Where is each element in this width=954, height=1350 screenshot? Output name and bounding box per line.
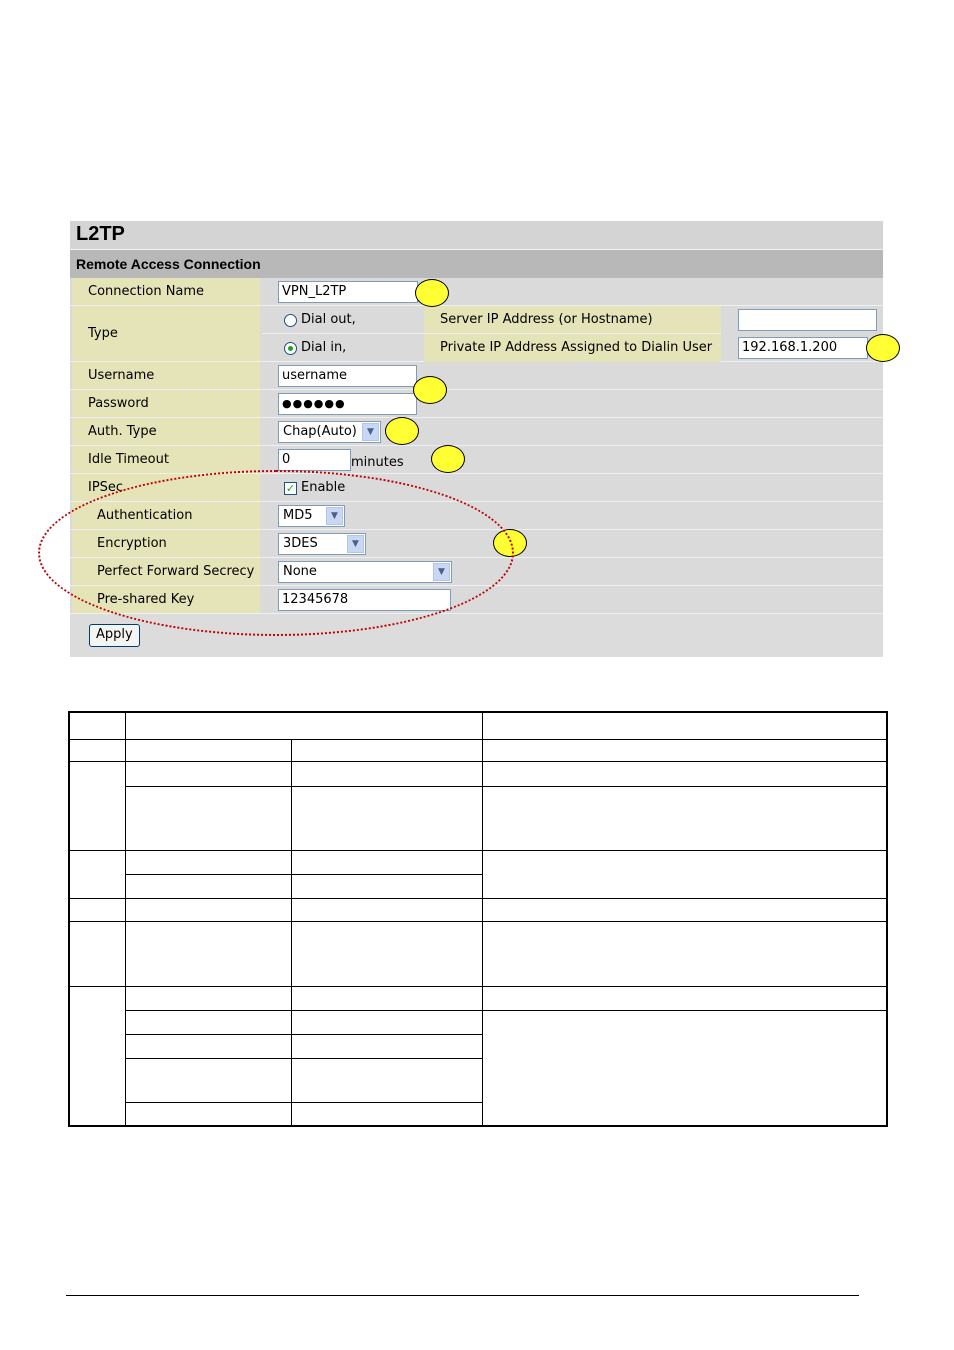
- row-auth-type: [70, 418, 883, 446]
- table-rule: [125, 713, 126, 1125]
- pfs-label: Perfect Forward Secrecy: [72, 558, 260, 585]
- table-rule: [291, 739, 292, 1125]
- table-rule: [126, 786, 886, 787]
- encryption-value: 3DES: [283, 536, 318, 551]
- dial-in-label: Dial in,: [301, 340, 347, 355]
- server-ip-label-cell: [424, 306, 721, 334]
- dial-out-cell: [262, 306, 424, 334]
- server-ip-input[interactable]: [738, 309, 877, 331]
- type-label: Type: [72, 306, 260, 361]
- table-rule: [126, 1034, 482, 1035]
- chevron-down-icon[interactable]: ▼: [326, 507, 343, 525]
- username-input[interactable]: username: [278, 365, 417, 387]
- dial-out-radio[interactable]: [284, 314, 297, 327]
- auth-type-value: Chap(Auto): [283, 424, 357, 439]
- table-rule: [70, 761, 886, 762]
- password-input[interactable]: ●●●●●●: [278, 393, 417, 415]
- apply-button[interactable]: Apply: [89, 624, 140, 647]
- ipsec-enable-checkbox[interactable]: ✓: [285, 482, 296, 495]
- table-rule: [126, 1102, 482, 1103]
- authentication-value: MD5: [283, 508, 313, 523]
- table-rule: [482, 713, 483, 1125]
- row-connection-name: [70, 278, 883, 306]
- pfs-value: None: [283, 564, 317, 579]
- connection-name-label: Connection Name: [72, 278, 260, 305]
- chevron-down-icon[interactable]: ▼: [433, 563, 450, 581]
- table-rule: [70, 986, 886, 987]
- server-ip-label: Server IP Address (or Hostname): [440, 312, 653, 327]
- callout-marker: [415, 279, 449, 307]
- password-label: Password: [72, 390, 260, 417]
- callout-marker: [413, 376, 447, 404]
- chevron-down-icon[interactable]: ▼: [347, 535, 364, 553]
- row-username: [70, 362, 883, 390]
- private-ip-input[interactable]: 192.168.1.200: [738, 337, 868, 359]
- row-idle-timeout: [70, 446, 883, 474]
- authentication-label: Authentication: [72, 502, 260, 529]
- table-rule: [126, 1010, 886, 1011]
- table-rule: [70, 898, 886, 899]
- callout-marker: [431, 445, 465, 473]
- psk-label: Pre-shared Key: [72, 586, 260, 613]
- idle-timeout-unit: minutes: [351, 455, 404, 470]
- description-table: [68, 711, 888, 1127]
- table-rule: [126, 874, 482, 875]
- connection-name-input[interactable]: VPN_L2TP: [278, 281, 418, 303]
- table-rule: [70, 921, 886, 922]
- footer-rule: [66, 1295, 859, 1296]
- ipsec-highlight-ellipse: [38, 470, 514, 636]
- dial-out-label: Dial out,: [301, 312, 356, 327]
- dial-in-radio[interactable]: [284, 342, 297, 355]
- ipsec-label: IPSec: [72, 474, 260, 501]
- dial-in-cell: [262, 334, 424, 362]
- psk-input[interactable]: 12345678: [278, 589, 451, 611]
- auth-type-select[interactable]: [278, 421, 381, 443]
- callout-marker: [385, 417, 419, 445]
- ipsec-enable-label: Enable: [301, 480, 346, 495]
- idle-timeout-input[interactable]: 0: [278, 449, 351, 471]
- idle-timeout-label: Idle Timeout: [72, 446, 260, 473]
- table-rule: [126, 1058, 482, 1059]
- table-rule: [70, 850, 886, 851]
- encryption-label: Encryption: [72, 530, 260, 557]
- chevron-down-icon[interactable]: ▼: [362, 423, 379, 441]
- page-title: L2TP: [70, 221, 883, 250]
- row-password: [70, 390, 883, 418]
- table-rule: [70, 739, 886, 740]
- username-label: Username: [72, 362, 260, 389]
- section-header: Remote Access Connection: [70, 250, 883, 278]
- row-type: [70, 306, 883, 362]
- private-ip-label-cell: [424, 334, 721, 362]
- private-ip-label: Private IP Address Assigned to Dialin User: [440, 340, 713, 355]
- callout-marker: [866, 334, 900, 362]
- auth-type-label: Auth. Type: [72, 418, 260, 445]
